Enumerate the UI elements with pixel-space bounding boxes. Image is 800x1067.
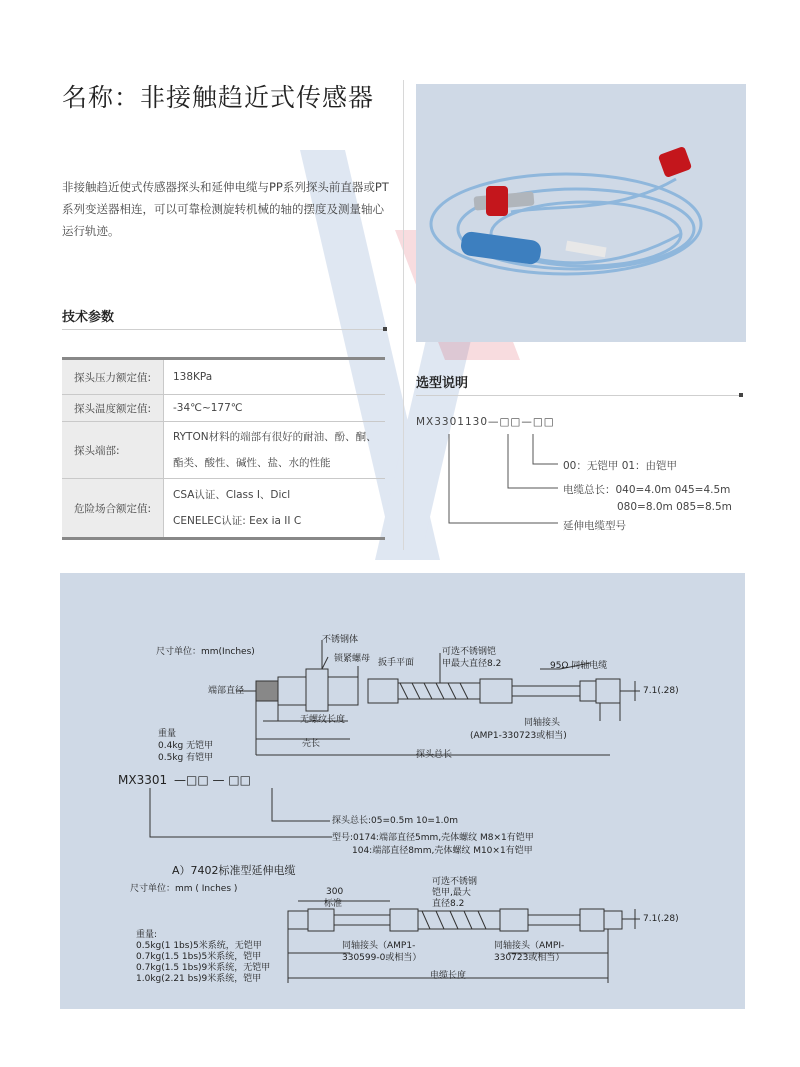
selection-cable-model: 延伸电缆型号 (563, 520, 626, 532)
cable-armor-label: 可选不锈钢 (432, 877, 478, 887)
spec-value: RYTON材料的端部有很好的耐油、酚、酮、 (173, 431, 377, 443)
cable-conn-right: 同轴接头（AMPI- (494, 941, 565, 951)
probe-length-codes: 探头总长:05=0.5m 10=1.0m (332, 816, 459, 826)
probe-type-code-1: 型号:0174:端部直径5mm,壳体螺纹 M8×1有铠甲 (332, 833, 534, 843)
cable-weight-3: 0.7kg(1.5 1bs)9米系统，无铠甲 (136, 963, 271, 973)
lock-nut-label: 锁紧螺母 (334, 654, 371, 664)
probe-model-prefix: MX3301 (118, 773, 168, 787)
selection-heading: 选型说明 (416, 376, 469, 391)
spec-value: 酯类、酸性、碱性、盐、水的性能 (173, 457, 331, 469)
cable-weight-4: 1.0kg(2.21 bs)9米系统，铠甲 (136, 974, 262, 984)
page-title: 名称：非接触趋近式传感器 (62, 83, 375, 112)
probe-weight-title: 重量 (158, 729, 177, 739)
probe-model-boxes: —□□ — □□ (174, 773, 251, 787)
spec-value: -34℃~177℃ (173, 402, 243, 414)
product-photo (416, 84, 746, 342)
stainless-body-label: 不锈钢体 (322, 635, 359, 645)
selection-rule (416, 395, 741, 396)
cable-dimension-label: 7.1(.28) (643, 914, 679, 924)
tip-diameter-label: 端部直径 (208, 686, 245, 696)
optional-armor-label-2: 甲最大直径8.2 (442, 659, 502, 669)
spec-row-hazard (62, 479, 385, 540)
spec-value: 138KPa (173, 371, 213, 383)
selection-leader-lines (416, 420, 616, 530)
cable-std-label: 标准 (324, 899, 343, 909)
cable-conn-left: 同轴接头（AMP1- (342, 941, 416, 951)
spec-table (62, 357, 385, 540)
selection-armor: 00：无铠甲 01：由铠甲 (563, 460, 678, 472)
spec-heading: 技术参数 (62, 310, 115, 325)
probe-dimension-label: 7.1(.28) (643, 686, 679, 696)
spec-row-temperature (62, 395, 385, 422)
cable-weight-1: 0.5kg(1 1bs)5米系统，无铠甲 (136, 941, 262, 951)
cable-armor-label-2: 铠甲,最大 (432, 888, 471, 898)
selection-length: 电缆总长：040=4.0m 045=4.5m (563, 484, 731, 496)
red-cap-icon (486, 186, 508, 216)
intro-paragraph: 非接触趋近使式传感器探头和延伸电缆与PP系列探头前直器或PT系列变送器相连，可以可靠检测旋转机械的轴的摆度及测量轴心运行轨迹。 (62, 180, 389, 238)
cable-title: A）7402标准型延伸电缆 (172, 864, 296, 877)
selection-length-2: 080=8.0m 085=8.5m (617, 501, 732, 513)
spec-rule (62, 329, 387, 330)
probe-weight-1: 0.4kg 无铠甲 (158, 741, 214, 751)
probe-unit-label: 尺寸单位：mm(Inches) (156, 647, 255, 657)
spec-value: CENELEC认证: Eex ia II C (173, 515, 302, 527)
spec-key: 探头压力额定值: (62, 360, 164, 394)
coax-connector-label: 同轴接头 (524, 718, 561, 728)
wrench-flat-label: 扳手平面 (378, 658, 415, 668)
selection-rule-dot (739, 393, 743, 397)
dimension-diagram-panel (60, 573, 745, 1009)
spec-rule-dot (383, 327, 387, 331)
spec-row-pressure (62, 360, 385, 395)
spec-value: CSA认证、Class I、Dicl (173, 489, 291, 501)
cable-armor-label-3: 直径8.2 (432, 899, 465, 909)
cable-std-length: 300 (326, 887, 344, 897)
coax-cable-label: 95Ω 同轴电缆 (550, 661, 608, 671)
probe-weight-2: 0.5kg 有铠甲 (158, 753, 214, 763)
column-divider (403, 80, 404, 550)
cable-conn-left-spec: 330599-0或相当） (342, 953, 422, 963)
spec-key: 探头端部: (62, 422, 164, 478)
cable-weight-2: 0.7kg(1.5 1bs)5米系统，铠甲 (136, 952, 262, 962)
selection-model: MX3301130—□□—□□ (416, 416, 555, 428)
spec-key: 探头温度额定值: (62, 395, 164, 421)
coax-connector-spec: (AMP1-330723或相当) (470, 731, 567, 741)
case-length-label: 壳长 (302, 739, 321, 749)
no-thread-length-label: 无螺纹长度 (300, 715, 346, 725)
cable-conn-right-spec: 330723或相当） (494, 953, 565, 963)
cable-unit-label: 尺寸单位：mm ( Inches ) (130, 884, 238, 894)
spec-row-tip (62, 422, 385, 479)
probe-total-length-label: 探头总长 (416, 750, 453, 760)
optional-armor-label: 可选不锈钢铠 (442, 647, 497, 657)
cable-weight-title: 重量: (136, 930, 158, 940)
spec-key: 危险场合额定值: (62, 479, 164, 537)
probe-type-code-2: 104:端部直径8mm,壳体螺纹 M10×1有铠甲 (352, 846, 533, 856)
cable-length-label: 电缆长度 (430, 971, 467, 981)
